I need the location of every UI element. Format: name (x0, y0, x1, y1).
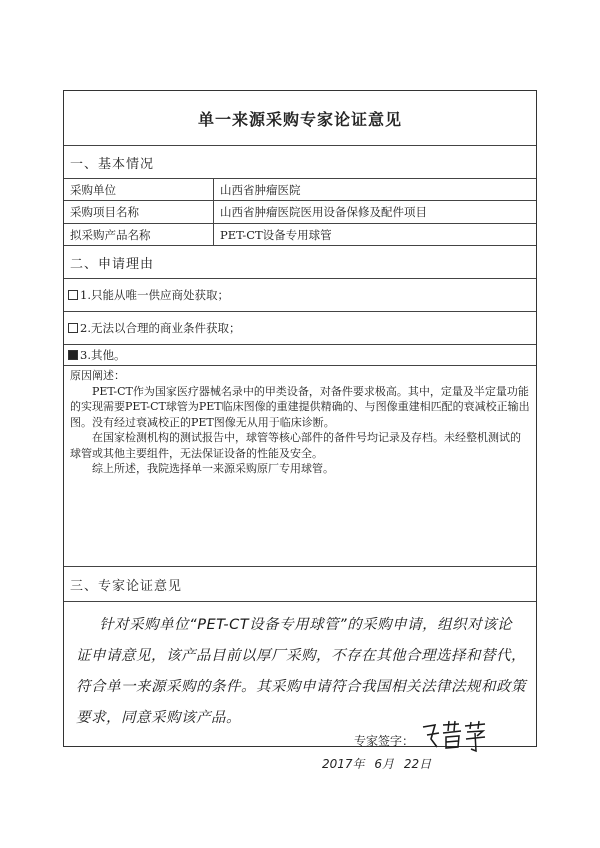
section-basic-info-heading: 一、基本情况 (64, 146, 536, 179)
option-text: 3.其他。 (80, 348, 126, 362)
info-label: 采购项目名称 (64, 201, 214, 223)
date-year: 2017年 (322, 757, 365, 771)
info-row-product-name (64, 224, 536, 246)
option-commercial-terms (64, 312, 536, 345)
signature-date (322, 755, 437, 772)
reasons-explanation (64, 366, 536, 567)
handwritten-signature (419, 719, 489, 753)
reason-paragraph: 综上所述，我院选择单一来源采购原厂专用球管。 (92, 462, 334, 475)
reasons-heading: 原因阐述： (70, 369, 125, 382)
info-value: 山西省肿瘤医院医用设备保修及配件项目 (220, 205, 427, 219)
expert-opinion-form (63, 90, 537, 771)
section-reasons-heading: 二、申请理由 (64, 246, 536, 279)
expert-opinion-area (64, 602, 536, 771)
info-row-purchaser (64, 179, 536, 201)
checkbox-icon (68, 323, 78, 333)
date-month: 6月 (374, 757, 395, 771)
info-value: 山西省肿瘤医院 (220, 182, 301, 197)
section-expert-opinion-heading: 三、专家论证意见 (64, 567, 536, 602)
reason-paragraph: 在国家检测机构的测试报告中，球管等核心部件的备件号均记录及存档。未经整机测试的球管或其他主要组件，无法保证设备的性能及安全。 (70, 431, 521, 460)
info-label: 采购单位 (64, 179, 214, 200)
form-title: 单一来源采购专家论证意见 (64, 91, 536, 146)
date-day: 22日 (403, 757, 432, 771)
option-text: 2.无法以合理的商业条件获取； (80, 321, 241, 335)
option-text: 1.只能从唯一供应商处获取； (80, 288, 229, 302)
info-label: 拟采购产品名称 (64, 224, 214, 245)
opinion-text: 针对采购单位“PET-CT设备专用球管”的采购申请，组织对该论证申请意见，该产品目前以厚厂采购，不存在其他合理选择和替代，符合单一来源采购的条件。其采购申请符合我国相关法律法规和政策要求，同意采购该产品。 (76, 617, 526, 726)
checked-box-icon (68, 350, 78, 360)
info-value: PET-CT设备专用球管 (220, 227, 332, 242)
option-sole-supplier (64, 279, 536, 312)
checkbox-icon (68, 290, 78, 300)
reason-paragraph: PET-CT作为国家医疗器械名录中的甲类设备，对备件要求极高。其中，定量及半定量功能的实现需要PET-CT球管为PET临床图像的重建提供精确的、与图像重建相匹配的衰减校正输出图。没有经过衰减校正的PET图像无从用于临床诊断。 (70, 384, 530, 429)
info-row-project-name (64, 201, 536, 224)
option-other (64, 345, 536, 366)
handwritten-opinion (76, 610, 526, 734)
signature-label: 专家签字： (354, 734, 415, 748)
